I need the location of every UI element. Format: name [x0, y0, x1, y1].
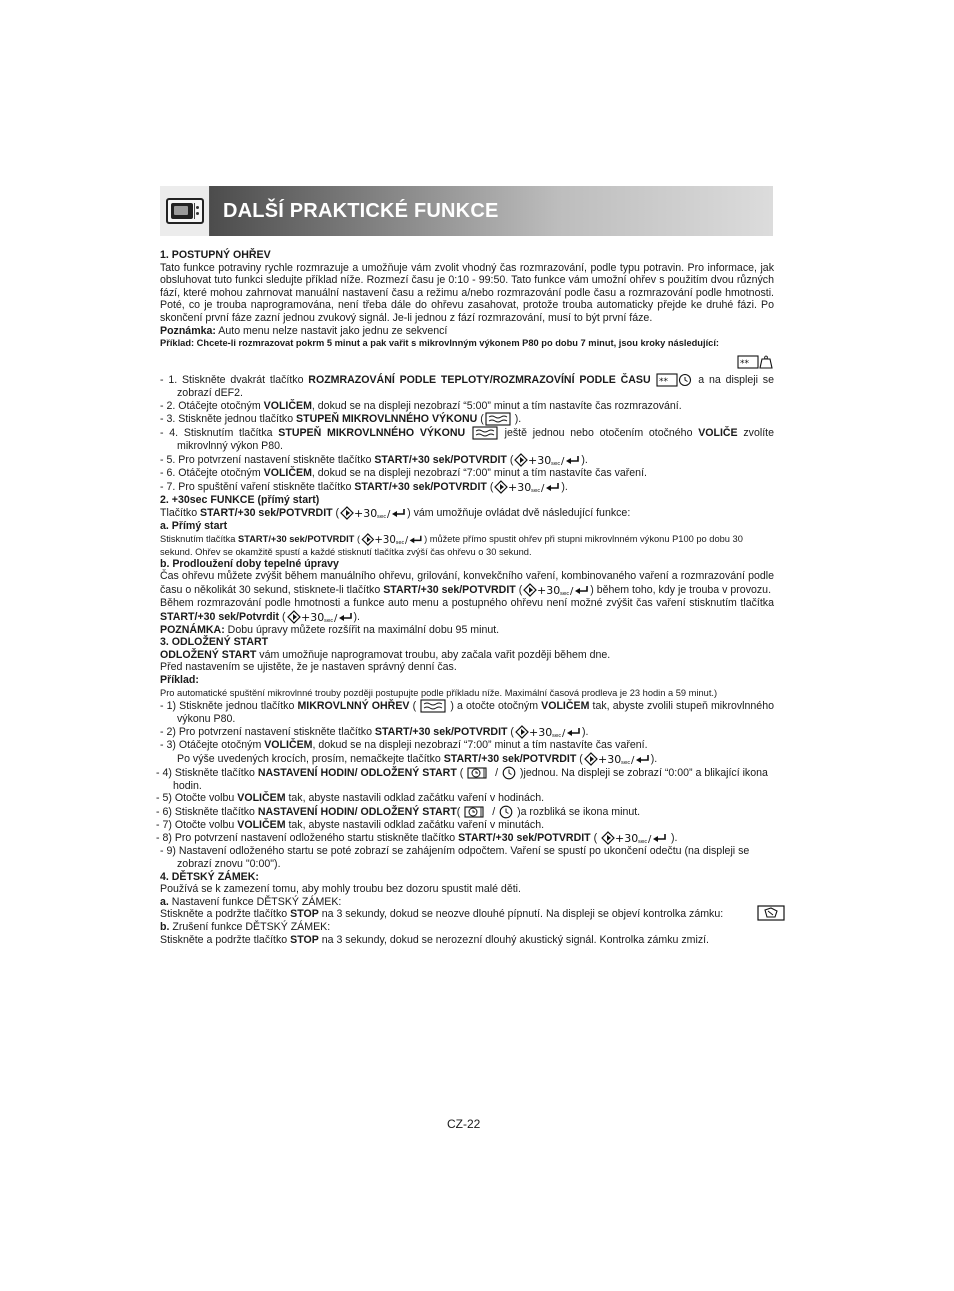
delayed-example-label: Příklad: [160, 673, 199, 686]
delay-step-2: - 2) Pro potvrzení nastavení stiskněte tlačítko START/+30 sek/POTVRDIT ( ). [160, 725, 589, 738]
direct-start-text: Stisknutím tlačítka START/+30 sek/POTVRDIT ( ) můžete přímo spustit ohřev při stupni mikrovlnném výkonu P100 po dobu 30 sekund. Ohřev se okamžitě spustí a každé stisknutí tlačítka zvýší čas ohřevu o 30 sekund. [160, 533, 743, 557]
child-lock-cancel-title: b. Zrušení funkce DĚTSKÝ ZÁMEK: [160, 921, 331, 934]
delay-step-1: - 1) Stiskněte jednou tlačítko MIKROVLNNÝ OHŘEV ( ) a otočte otočným VOLIČEM tak, abyste zvolili stupeň mikrovlnného výkonu P80. [160, 699, 774, 725]
child-lock-set-text: Stiskněte a podržte tlačítko STOP na 3 sekundy, dokud se neozve dlouhé pípnutí. Na displeji se objeví kontrolka zámku: [160, 908, 774, 921]
clock-icon [499, 805, 513, 819]
section-1-heading: 1. POSTUPNÝ OHŘEV [160, 249, 271, 261]
page-number: CZ-22 [447, 1117, 481, 1131]
step-6: - 6. Otáčejte otočným VOLIČEM, dokud se na displeji nezobrazí “7:00” minut a tím nastavíte čas vaření. [160, 466, 647, 479]
start-plus30-icon [340, 506, 406, 520]
delay-step-6: - 6) Stiskněte tlačítko NASTAVENÍ HODIN/ ODLOŽENÝ START( / )a rozbliká se ikona minut. [156, 805, 641, 818]
display-icons [160, 355, 774, 373]
step-1: - 1. Stiskněte dvakrát tlačítko ROZMRAZOVÁNÍ PODLE TEPLOTY/ROZMRAZOVÍNÍ PODLE ČASU a na displeji se zobrazí dEF2. [160, 373, 774, 400]
delayed-start-check: Před nastavením se ujistěte, že je nastaven správný denní čas. [160, 661, 457, 674]
section-2-note: POZNÁMKA: Dobu úpravy můžete rozšířit na maximální dobu 95 minut. [160, 623, 500, 636]
banner-icon-box [160, 186, 210, 236]
section-1-intro: Tato funkce potraviny rychle rozmrazuje a umožňuje vám zvolit vhodný čas rozmrazování, podle typu potravin. Pro informace, jak obsluhovat tuto funkci sledujte příklad níže. Rozmezí času je 0:10 - 99:50. Tato funkce vám umožní ohřev s použitím dvou různých fází, které mohou zahrnovat manuální nastavení času a režimu a/nebo rozmrazování podle času a rozmrazování podle hmotnosti. Poté, co je trouba naprogramována, není třeba dále do ohřevu zasahovat, protože trouba automaticky přejde ke druhé fázi. Po skončení první fáze zazní jednou zvukový signál. Je-li jednou z fází rozmrazování, musí to být první fáze. [160, 261, 774, 324]
delay-step-3: - 3) Otáčejte otočným VOLIČEM, dokud se na displeji nezobrazí “7:00” minut a tím nastavíte čas vaření. [160, 739, 648, 752]
start-plus30-icon [514, 453, 580, 467]
delay-step-5: - 5) Otočte volbu VOLIČEM tak, abyste nastavili odklad začátku vaření v hodinách. [156, 792, 545, 805]
delayed-example-text: Pro automatické spuštění mikrovlnné trouby později postupujte podle příkladu níže. Maximální časová prodleva je 23 hodin a 59 minut.) [160, 687, 718, 698]
child-lock-intro: Používá se k zamezení tomu, aby mohly troubu bez dozoru spustit malé děti. [160, 883, 521, 896]
defrost-time-icon [656, 373, 692, 387]
delayed-start-intro: ODLOŽENÝ START vám umožňuje naprogramovat troubu, aby začala vařit později během dne. [160, 648, 611, 661]
section-2-heading: 2. +30sec FUNKCE (přímý start) [160, 493, 320, 506]
step-3: - 3. Stiskněte jednou tlačítko STUPEŇ MIKROVLNNÉHO VÝKONU ( ). [160, 413, 522, 426]
page-title: DALŠÍ PRAKTICKÉ FUNKCE [223, 200, 499, 222]
clock-icon [502, 766, 516, 780]
start-plus30-icon [515, 725, 581, 739]
weight-defrost-note: Během rozmrazování podle hmotnosti a funkce auto menu a postupného ohřevu není možné zvýšit čas vaření stisknutím tlačítka START/+30 sek/Potvrdit ( ). [160, 596, 774, 623]
start-plus30-icon [361, 533, 423, 546]
section-1-note: Poznámka: Auto menu nelze nastavit jako jednu ze sekvencí [160, 324, 448, 337]
child-lock-cancel-text: Stiskněte a podržte tlačítko STOP na 3 sekundy, dokud se nerozezní dlouhý akustický signál. Kontrolka zámku zmizí. [160, 933, 710, 946]
clock-set-icon [467, 766, 491, 780]
step-7: - 7. Pro spuštění vaření stiskněte tlačítko START/+30 sek/POTVRDIT ( ). [160, 480, 568, 493]
section-1-example: Příklad: Chcete-li rozmrazovat pokrm 5 minut a pak vařit s mikrovlnným výkonem P80 po dobu 7 minut, jsou kroky následující: [160, 338, 719, 349]
child-lock-set-title: a. Nastavení funkce DĚTSKÝ ZÁMEK: [160, 895, 342, 908]
delay-step-3-note: Po výše uvedených krocích, prosím, nemačkejte tlačítko START/+30 sek/POTVRDIT ( ). [177, 752, 658, 765]
defrost-weight-icon [737, 355, 773, 369]
extend-time-heading: b. Prodloužení doby tepelné úpravy [160, 557, 339, 570]
start-plus30-icon [523, 583, 589, 597]
delay-step-7: - 7) Otočte volbu VOLIČEM tak, abyste nastavili odklad začátku vaření v minutách. [156, 818, 545, 831]
section-4-heading: 4. DĚTSKÝ ZÁMEK: [160, 870, 259, 883]
direct-start-heading: a. Přímý start [160, 520, 228, 533]
start-plus30-icon [584, 752, 650, 766]
step-2: - 2. Otáčejte otočným VOLIČEM, dokud se na displeji nezobrazí “5:00” minut a tím nastavíte čas rozmrazování. [160, 399, 682, 412]
document-body [156, 249, 774, 946]
microwave-power-icon [472, 426, 498, 440]
section-3-heading: 3. ODLOŽENÝ START [160, 636, 269, 649]
extend-time-text: Čas ohřevu můžete zvýšit během manuálního ohřevu, grilování, konvekčního vaření, kombinovaného vaření a rozmrazování podle času o několikát 30 sekund, stisknete-li tlačítko START/+30 sek/POTVRDIT ( ) během toho, kdy je trouba v provozu. [160, 570, 774, 596]
section-2-intro: Tlačítko START/+30 sek/POTVRDIT ( ) vám umožňuje ovládat dvě následující funkce: [160, 506, 631, 519]
delay-step-4: - 4) Stiskněte tlačítko NASTAVENÍ HODIN/ ODLOŽENÝ START ( / )jednou. Na displeji se zobrazí “0:00” a blikající ikona hodin. [156, 766, 768, 792]
lock-icon [757, 905, 785, 921]
start-plus30-icon [287, 610, 353, 624]
start-plus30-icon [601, 831, 667, 845]
section-banner [160, 186, 773, 236]
start-plus30-icon [494, 480, 560, 494]
step-5: - 5. Pro potvrzení nastavení stiskněte tlačítko START/+30 sek/POTVRDIT ( ). [160, 453, 588, 466]
microwave-power-icon [485, 412, 511, 426]
microwave-icon [166, 198, 204, 224]
delay-step-8: - 8) Pro potvrzení nastavení odloženého startu stiskněte tlačítko START/+30 sek/POTVRDIT ( ). [156, 832, 678, 845]
step-4: - 4. Stisknutím tlačítka STUPEŇ MIKROVLNNÉHO VÝKONU ještě jednou nebo otočením otočného VOLIČE zvolíte mikrovlnný výkon P80. [160, 427, 774, 453]
delay-step-9: - 9) Nastavení odloženého startu se poté zobrazí se zahájením odpočtem. Vaření se spustí po ukončení odečtu (na displeji se zobrazí znovu "0:00"). [160, 845, 750, 871]
microwave-power-icon [420, 699, 446, 713]
clock-set-icon [464, 805, 488, 819]
